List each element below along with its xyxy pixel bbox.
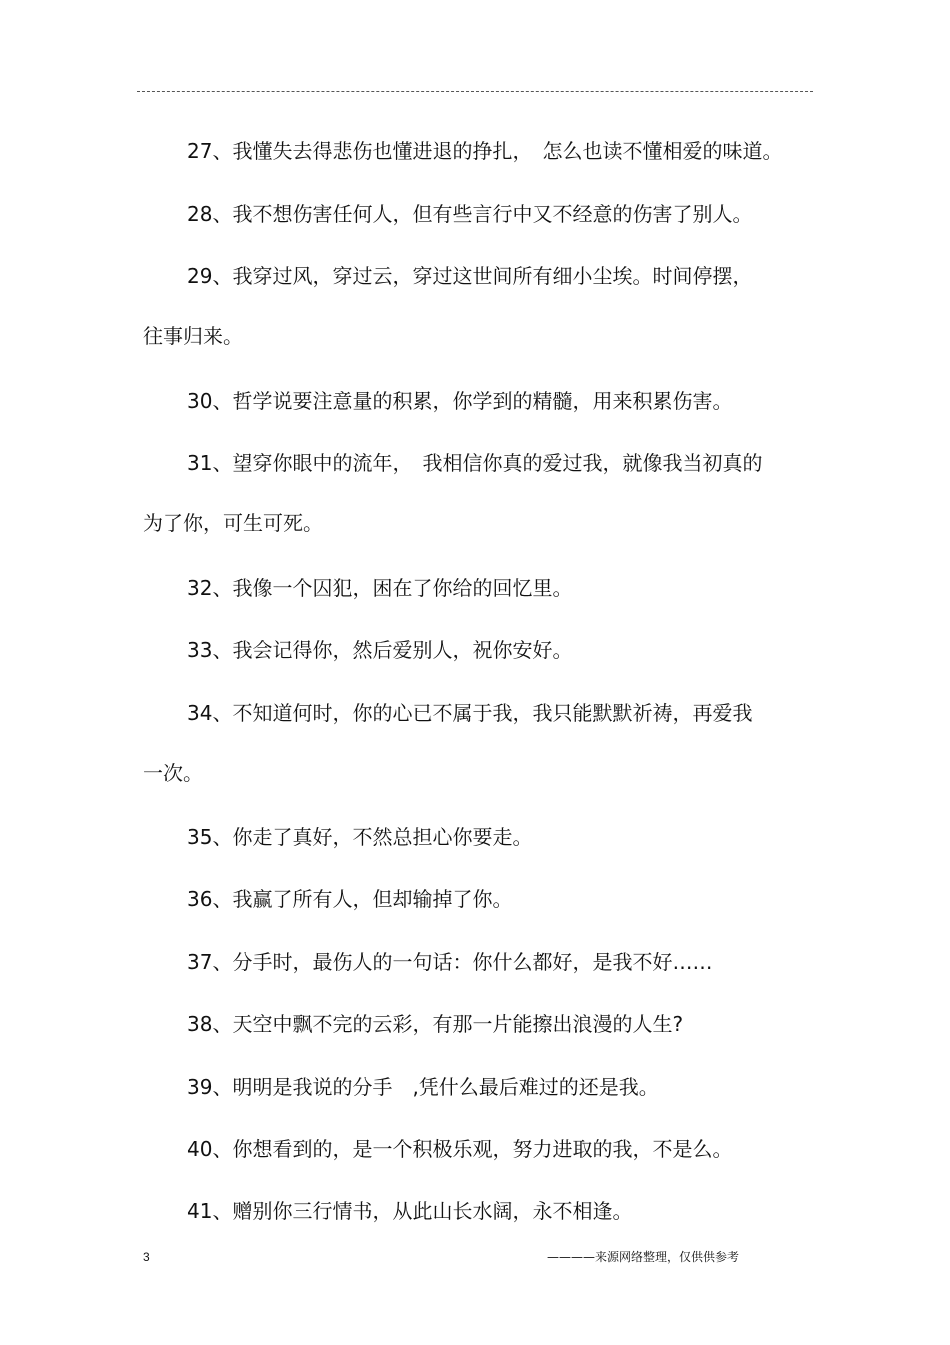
paragraph-27: 27、我懂失去得悲伤也懂进退的挣扎， 怎么也读不懂相爱的味道。	[187, 139, 783, 163]
paragraph-28: 28、我不想伤害任何人，但有些言行中又不经意的伤害了别人。	[187, 202, 753, 226]
header-dashed-rule	[137, 91, 813, 92]
paragraph-31-continued: 为了你，可生可死。	[143, 511, 323, 535]
paragraph-29-continued: 往事归来。	[143, 324, 243, 348]
page-number: 3	[143, 1250, 150, 1264]
paragraph-41: 41、赠别你三行情书，从此山长水阔，永不相逢。	[187, 1199, 633, 1223]
paragraph-37: 37、分手时，最伤人的一句话：你什么都好，是我不好……	[187, 950, 713, 974]
paragraph-32: 32、我像一个囚犯，困在了你给的回忆里。	[187, 576, 573, 600]
paragraph-31: 31、望穿你眼中的流年， 我相信你真的爱过我，就像我当初真的	[187, 451, 763, 475]
paragraph-35: 35、你走了真好，不然总担心你要走。	[187, 825, 533, 849]
paragraph-34-continued: 一次。	[143, 761, 203, 785]
paragraph-34: 34、不知道何时，你的心已不属于我，我只能默默祈祷，再爱我	[187, 701, 753, 725]
paragraph-33: 33、我会记得你，然后爱别人，祝你安好。	[187, 638, 573, 662]
paragraph-38: 38、天空中飘不完的云彩，有那一片能擦出浪漫的人生?	[187, 1012, 684, 1036]
paragraph-36: 36、我赢了所有人，但却输掉了你。	[187, 887, 513, 911]
footer-source-note: ————来源网络整理，仅供供参考	[547, 1250, 740, 1264]
paragraph-40: 40、你想看到的，是一个积极乐观，努力进取的我，不是么。	[187, 1137, 733, 1161]
paragraph-30: 30、哲学说要注意量的积累，你学到的精髓，用来积累伤害。	[187, 389, 733, 413]
paragraph-39: 39、明明是我说的分手 ,凭什么最后难过的还是我。	[187, 1075, 659, 1099]
paragraph-29: 29、我穿过风，穿过云，穿过这世间所有细小尘埃。时间停摆，	[187, 264, 753, 288]
